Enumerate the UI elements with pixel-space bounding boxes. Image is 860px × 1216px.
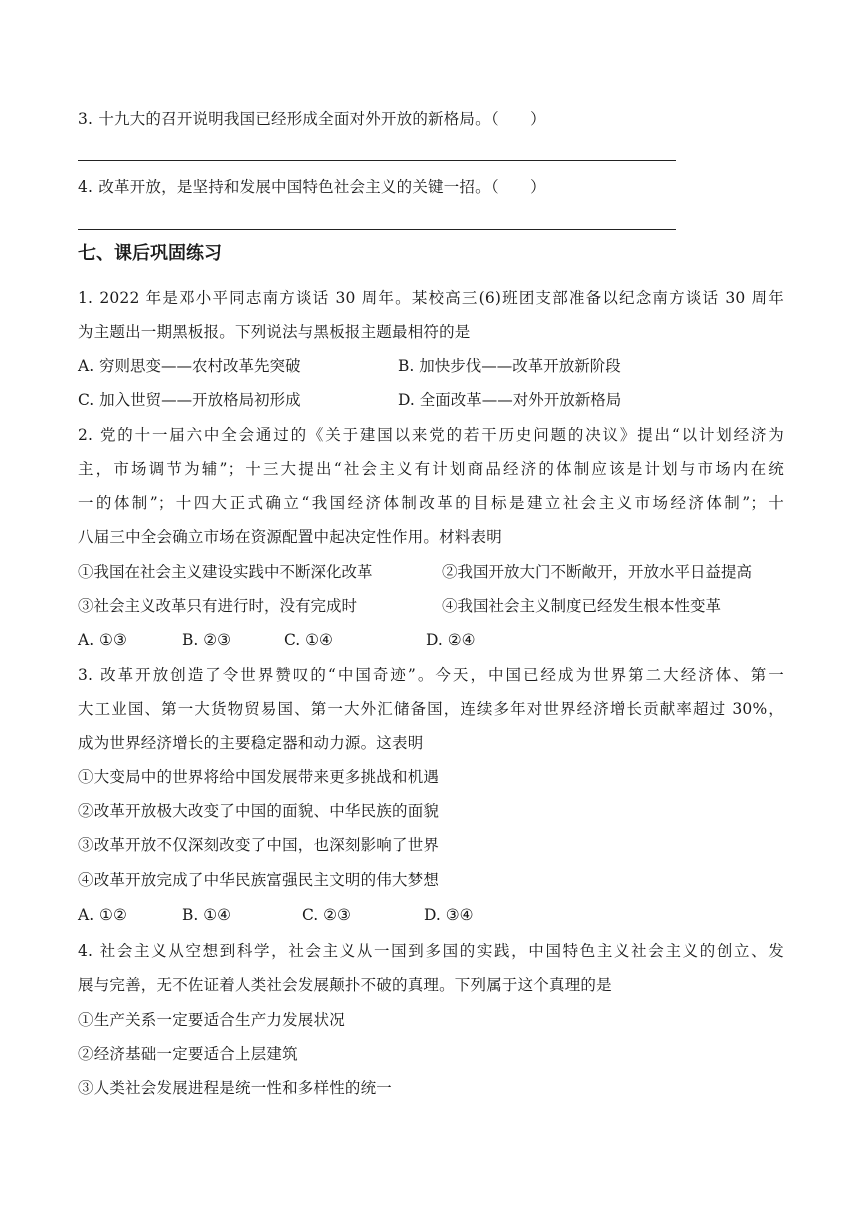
q2-statement-4: ④我国社会主义制度已经发生根本性变革: [442, 597, 722, 615]
q2-stem-line2: 主，市场调节为辅”；十三大提出“社会主义有计划商品经济的体制应该是计划与市场内在统: [78, 460, 784, 478]
judgment-item-4: 4. 改革开放，是坚持和发展中国特色社会主义的关键一招。（ ）: [78, 178, 546, 196]
q1-stem-line1: 1. 2022 年是邓小平同志南方谈话 30 周年。某校高三(6)班团支部准备以纪念南方谈话 30 周年: [78, 289, 784, 307]
q4-statement-1: ①生产关系一定要适合生产力发展状况: [78, 1011, 345, 1029]
q4-statement-3: ③人类社会发展进程是统一性和多样性的统一: [78, 1079, 393, 1097]
q1-option-a: A. 穷则思变——农村改革先突破: [78, 357, 301, 375]
q2-option-d: D. ②④: [426, 631, 476, 649]
q3-option-b: B. ①④: [182, 906, 232, 924]
q3-statement-4: ④改革开放完成了中华民族富强民主文明的伟大梦想: [78, 871, 440, 889]
q3-statement-1: ①大变局中的世界将给中国发展带来更多挑战和机遇: [78, 768, 440, 786]
q4-stem-line2: 展与完善，无不佐证着人类社会发展颠扑不破的真理。下列属于这个真理的是: [78, 976, 612, 994]
q1-option-c: C. 加入世贸——开放格局初形成: [78, 391, 301, 409]
q3-statement-3: ③改革开放不仅深刻改变了中国，也深刻影响了世界: [78, 836, 440, 854]
judgment-item-3: 3. 十九大的召开说明我国已经形成全面对外开放的新格局。（ ）: [78, 110, 546, 128]
q2-stem-line4: 八届三中全会确立市场在资源配置中起决定性作用。材料表明: [78, 528, 502, 546]
q1-stem-line2: 为主题出一期黑板报。下列说法与黑板报主题最相符的是: [78, 323, 471, 341]
q3-option-c: C. ②③: [302, 906, 351, 924]
q2-option-c: C. ①④: [284, 631, 333, 649]
q3-option-d: D. ③④: [424, 906, 474, 924]
q3-stem-line2: 大工业国、第一大货物贸易国、第一大外汇储备国，连续多年对世界经济增长贡献率超过 30%，: [78, 700, 784, 718]
q1-option-d: D. 全面改革——对外开放新格局: [398, 391, 622, 409]
q3-stem-line1: 3. 改革开放创造了令世界赞叹的“中国奇迹”。今天，中国已经成为世界第二大经济体、第一: [78, 666, 784, 684]
q2-stem-line1: 2. 党的十一届六中全会通过的《关于建国以来党的若干历史问题的决议》提出“以计划经济为: [78, 426, 784, 444]
q4-statement-2: ②经济基础一定要适合上层建筑: [78, 1045, 298, 1063]
q2-statement-3: ③社会主义改革只有进行时，没有完成时: [78, 597, 358, 615]
q2-statement-2: ②我国开放大门不断敞开，开放水平日益提高: [442, 563, 753, 581]
answer-line-4: [78, 229, 676, 230]
q2-option-b: B. ②③: [182, 631, 232, 649]
q2-statement-1: ①我国在社会主义建设实践中不断深化改革: [78, 563, 373, 581]
q3-stem-line3: 成为世界经济增长的主要稳定器和动力源。这表明: [78, 734, 424, 752]
q4-stem-line1: 4. 社会主义从空想到科学，社会主义从一国到多国的实践，中国特色主义社会主义的创立、发: [78, 942, 784, 960]
q1-option-b: B. 加快步伐——改革开放新阶段: [398, 357, 621, 375]
q3-statement-2: ②改革开放极大改变了中国的面貌、中华民族的面貌: [78, 802, 440, 820]
section-title: 七、课后巩固练习: [78, 243, 222, 264]
q3-option-a: A. ①②: [78, 906, 127, 924]
q2-option-a: A. ①③: [78, 631, 127, 649]
answer-line-3: [78, 160, 676, 161]
q2-stem-line3: 一的体制”；十四大正式确立“我国经济体制改革的目标是建立社会主义市场经济体制”；十: [78, 494, 784, 512]
